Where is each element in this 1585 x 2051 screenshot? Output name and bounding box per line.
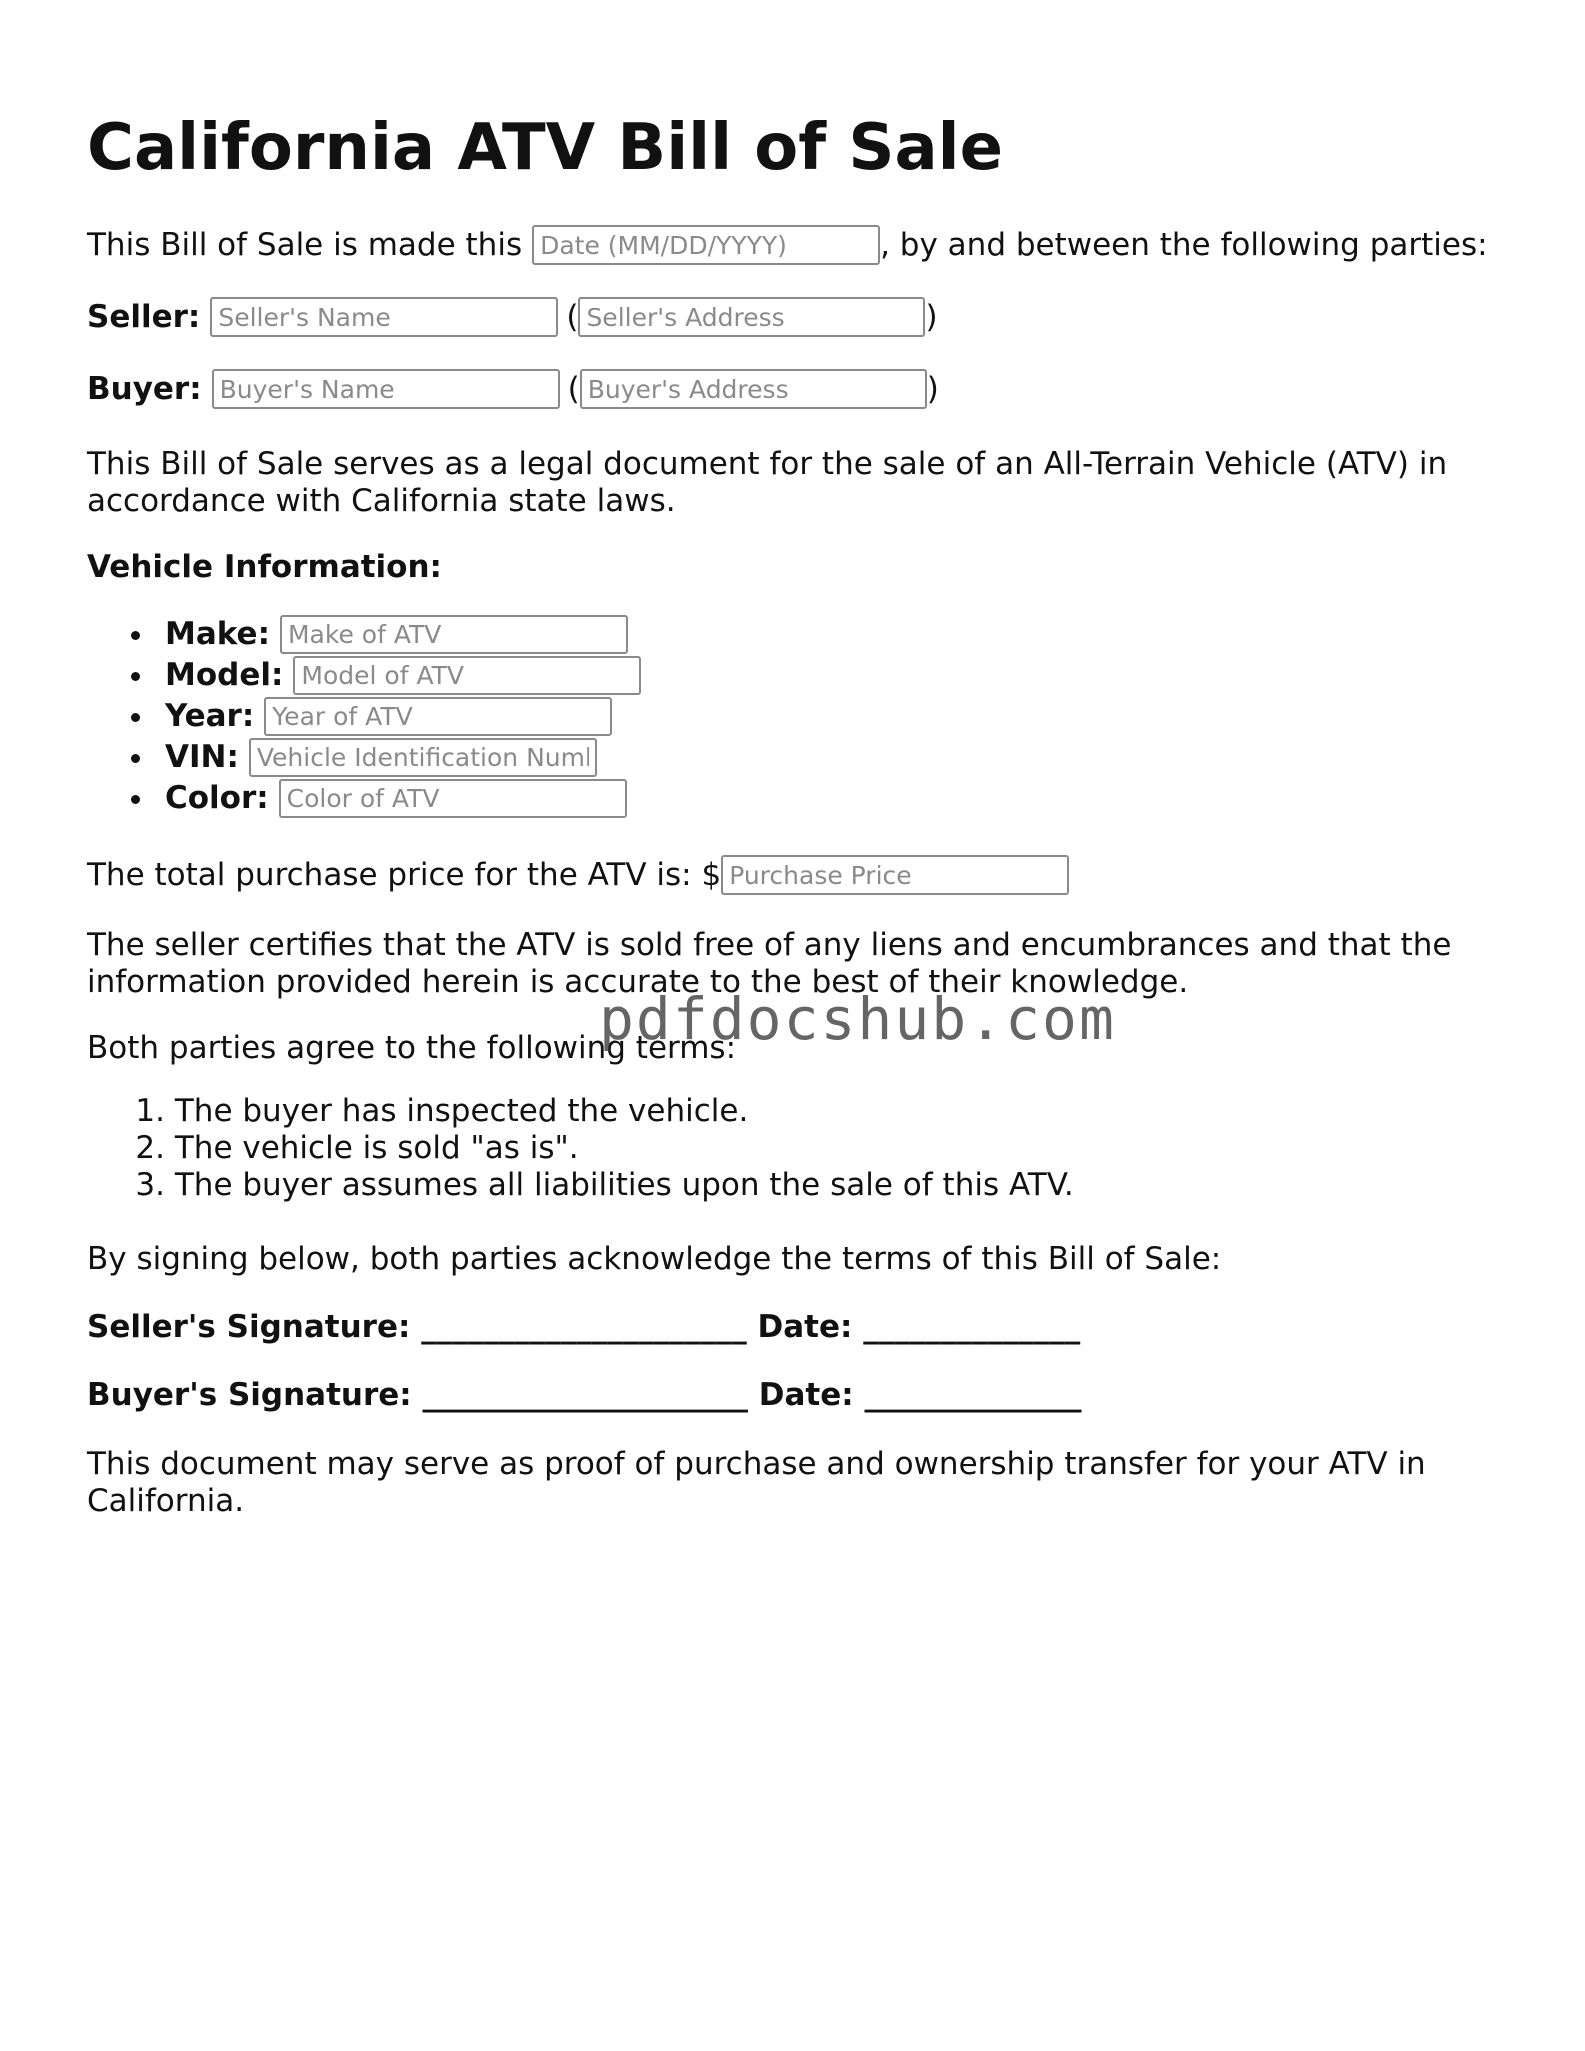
buyer-signature-line (87, 1377, 1081, 1414)
terms-list (87, 1093, 1074, 1204)
vehicle-color-input[interactable] (279, 779, 627, 818)
buyer-signature-blank[interactable]: _____________________ (422, 1377, 748, 1413)
intro-line (87, 225, 1488, 265)
bullet-icon (131, 754, 140, 763)
vehicle-color-label: Color: (165, 780, 269, 816)
seller-label: Seller: (87, 298, 201, 335)
seller-date-label: Date: (757, 1309, 853, 1345)
vehicle-model-item (87, 655, 641, 696)
seller-signature-line (87, 1309, 1080, 1346)
seller-date-blank[interactable]: ______________ (863, 1309, 1081, 1345)
sale-date-input[interactable] (532, 225, 880, 265)
term-item (87, 1130, 1074, 1167)
purpose-paragraph: This Bill of Sale serves as a legal document for the sale of an All-Terrain Vehicle (ATV) in accordance with California state laws. (87, 446, 1448, 519)
vehicle-year-item (87, 696, 641, 737)
vehicle-model-label: Model: (165, 657, 284, 693)
vehicle-vin-input[interactable] (249, 738, 597, 777)
buyer-open-paren: ( (567, 370, 580, 407)
vehicle-make-label: Make: (165, 616, 270, 652)
term-number: 1. (135, 1093, 165, 1129)
vehicle-year-input[interactable] (264, 697, 612, 736)
term-item (87, 1167, 1074, 1204)
term-number: 3. (135, 1167, 165, 1203)
seller-open-paren: ( (566, 298, 579, 335)
vehicle-year-label: Year: (165, 698, 255, 734)
buyer-signature-label: Buyer's Signature: (87, 1377, 412, 1413)
watermark-text: pdfdocshub.com (599, 985, 1116, 1053)
bullet-icon (131, 795, 140, 804)
term-text: The buyer has inspected the vehicle. (174, 1093, 749, 1129)
buyer-address-input[interactable] (580, 369, 927, 409)
buyer-close-paren: ) (926, 370, 939, 407)
vehicle-color-item (87, 778, 641, 819)
vehicle-make-item (87, 614, 641, 655)
term-text: The vehicle is sold "as is". (174, 1130, 579, 1166)
bullet-icon (131, 672, 140, 681)
bullet-icon (131, 713, 140, 722)
intro-text: This Bill of Sale is made this (87, 226, 523, 263)
vehicle-vin-label: VIN: (165, 739, 239, 775)
seller-signature-label: Seller's Signature: (87, 1309, 411, 1345)
buyer-label: Buyer: (87, 370, 202, 407)
buyer-date-label: Date: (758, 1377, 854, 1413)
purchase-price-line (87, 855, 1069, 895)
bullet-icon (131, 631, 140, 640)
term-number: 2. (135, 1130, 165, 1166)
seller-line (87, 297, 938, 337)
seller-close-paren: ) (925, 298, 938, 335)
vehicle-info-list (87, 614, 641, 819)
terms-intro: Both parties agree to the following terms: (87, 1030, 737, 1066)
purchase-price-label: The total purchase price for the ATV is: $ (87, 856, 722, 893)
term-text: The buyer assumes all liabilities upon the sale of this ATV. (174, 1167, 1074, 1203)
intro-text-after: , by and between the following parties: (880, 226, 1488, 263)
buyer-date-blank[interactable]: ______________ (864, 1377, 1082, 1413)
seller-address-input[interactable] (578, 297, 925, 337)
buyer-line (87, 369, 939, 409)
term-item (87, 1093, 1074, 1130)
vehicle-vin-item (87, 737, 641, 778)
vehicle-model-input[interactable] (293, 656, 641, 695)
vehicle-info-heading: Vehicle Information: (87, 549, 442, 585)
page-title: California ATV Bill of Sale (87, 111, 1003, 185)
purchase-price-input[interactable] (721, 855, 1069, 895)
buyer-name-input[interactable] (212, 369, 560, 409)
closing-paragraph: This document may serve as proof of purchase and ownership transfer for your ATV in California. (87, 1446, 1426, 1519)
seller-signature-blank[interactable]: _____________________ (421, 1309, 747, 1345)
signing-intro: By signing below, both parties acknowledge the terms of this Bill of Sale: (87, 1241, 1222, 1277)
vehicle-make-input[interactable] (280, 615, 628, 654)
certification-paragraph: The seller certifies that the ATV is sold free of any liens and encumbrances and that the information provided herein is accurate to the best of their knowledge. (87, 927, 1452, 1000)
seller-name-input[interactable] (210, 297, 558, 337)
